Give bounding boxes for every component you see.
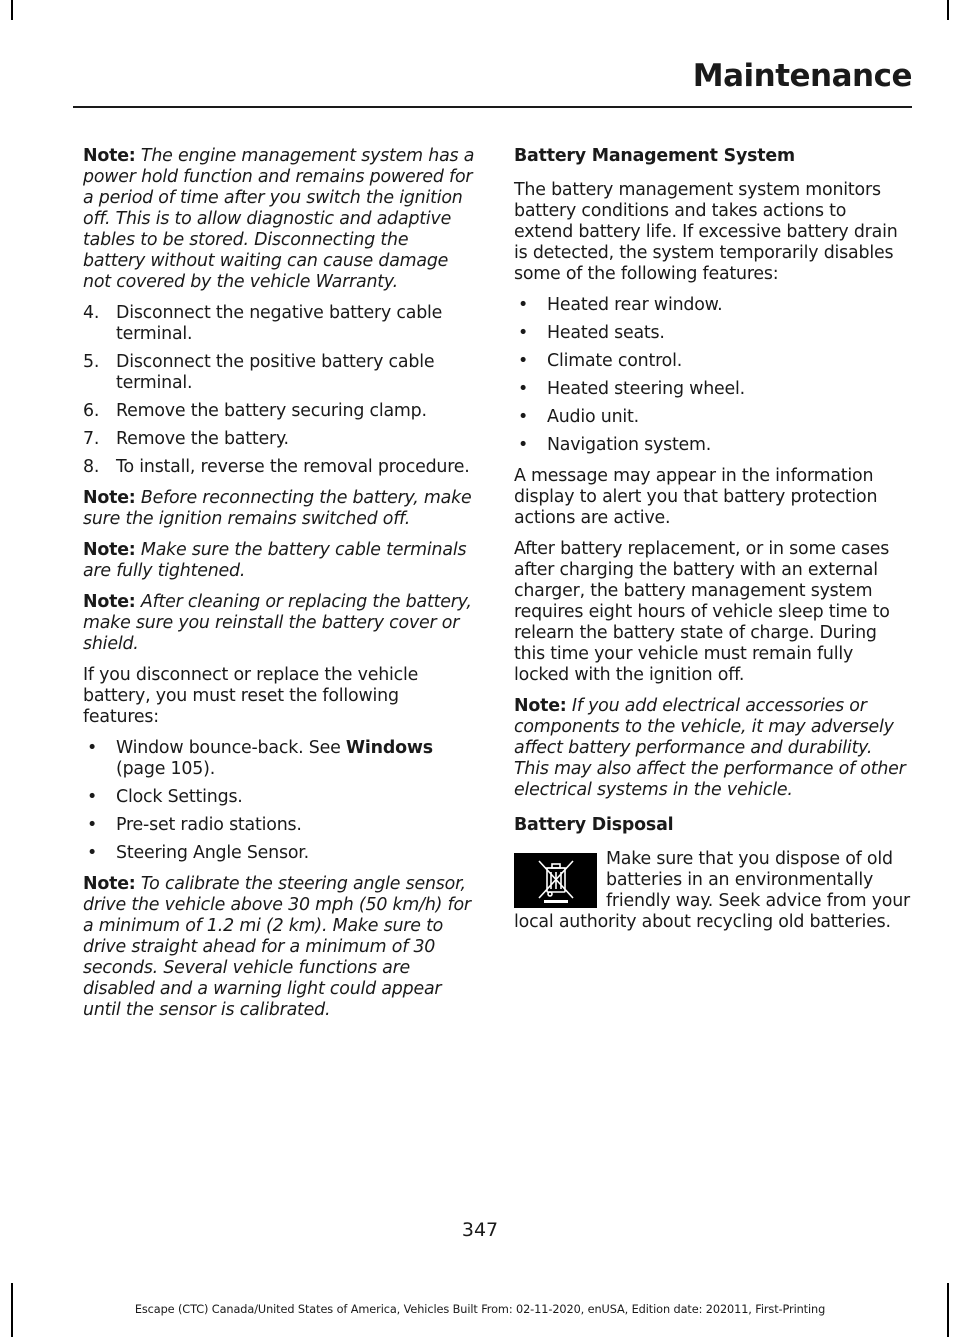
list-item: • Window bounce-back. See Windows (page 105). <box>87 738 433 779</box>
disposal-text: Make sure that you dispose of old batteries in an environmentally friendly way. Seek advice from your local authority about recycling old batteries. <box>514 849 911 932</box>
bms-intro: The battery management system monitors battery conditions and takes actions to extend battery life. If excessive battery drain is detected, the system temporarily disables some of the following features: <box>514 180 898 284</box>
note-steering-calibration: Note: To calibrate the steering angle sensor, drive the vehicle above 30 mph (50 km/h) for a minimum of 1.2 mi (2 km). Make sure to drive straight ahead for a minimum of 30 seconds. Several vehicle functions are disabled and a warning light could appear until the sensor is calibrated. <box>83 874 471 1020</box>
crop-mark-top-left <box>11 0 13 20</box>
removal-steps <box>83 303 475 478</box>
note-ignition-off: Note: Before reconnecting the battery, make sure the ignition remains switched off. <box>83 488 472 529</box>
list-item: • Steering Angle Sensor. <box>87 843 309 863</box>
replacement-paragraph: After battery replacement, or in some cases after charging the battery with an external charger, the battery management system requires eight hours of vehicle sleep time to relearn the battery state of charge. During this time your vehicle must remain fully locked with the ignition off. <box>514 539 890 685</box>
header-divider <box>73 106 912 108</box>
right-column <box>514 146 910 943</box>
list-item: 4. Disconnect the negative battery cable terminal. <box>83 303 443 344</box>
list-item: 5. Disconnect the positive battery cable terminal. <box>83 352 435 393</box>
list-item: • Pre-set radio stations. <box>87 815 302 835</box>
left-column <box>83 146 475 1031</box>
disposal-section <box>514 849 910 933</box>
footer-text: Escape (CTC) Canada/United States of America, Vehicles Built From: 02-11-2020, enUSA, Edition date: 202011, First-Printing <box>134 1303 826 1316</box>
list-item: • Heated seats. <box>518 323 665 343</box>
list-item: 7. Remove the battery. <box>83 429 289 449</box>
list-item: • Audio unit. <box>518 407 639 427</box>
list-item: • Heated steering wheel. <box>518 379 745 399</box>
list-item: 6. Remove the battery securing clamp. <box>83 401 427 421</box>
list-item: • Clock Settings. <box>87 787 243 807</box>
reset-intro: If you disconnect or replace the vehicle battery, you must reset the following features: <box>83 665 419 727</box>
list-item: • Climate control. <box>518 351 683 371</box>
page-title: Maintenance <box>692 58 912 94</box>
disabled-features-list <box>514 295 910 456</box>
windows-link[interactable]: Windows <box>345 738 433 758</box>
page-number: 347 <box>461 1219 499 1241</box>
note-terminals-tight: Note: Make sure the battery cable terminals are fully tightened. <box>83 540 467 581</box>
crop-mark-top-right <box>947 0 949 20</box>
note-power-hold: Note: The engine management system has a power hold function and remains powered for a period of time after you switch the ignition off. This is to allow diagnostic and adaptive tables to be stored. Disconnecting the battery without waiting can cause damage not covered by the vehicle Warranty. <box>83 146 475 292</box>
list-item: 8. To install, reverse the removal procedure. <box>83 457 470 477</box>
crossed-out-bin-icon <box>514 853 597 908</box>
message-paragraph: A message may appear in the information display to alert you that battery protection actions are active. <box>514 466 878 528</box>
disposal-heading: Battery Disposal <box>514 815 674 835</box>
list-item: • Heated rear window. <box>518 295 723 315</box>
note-reinstall-cover: Note: After cleaning or replacing the battery, make sure you reinstall the battery cover or shield. <box>83 592 472 654</box>
bms-heading: Battery Management System <box>514 146 795 166</box>
list-item: • Navigation system. <box>518 435 712 455</box>
reset-features-list <box>83 738 475 864</box>
note-electrical-accessories: Note: If you add electrical accessories or components to the vehicle, it may adversely affect battery performance and durability. This may also affect the performance of other electrical systems in the vehicle. <box>514 696 906 800</box>
